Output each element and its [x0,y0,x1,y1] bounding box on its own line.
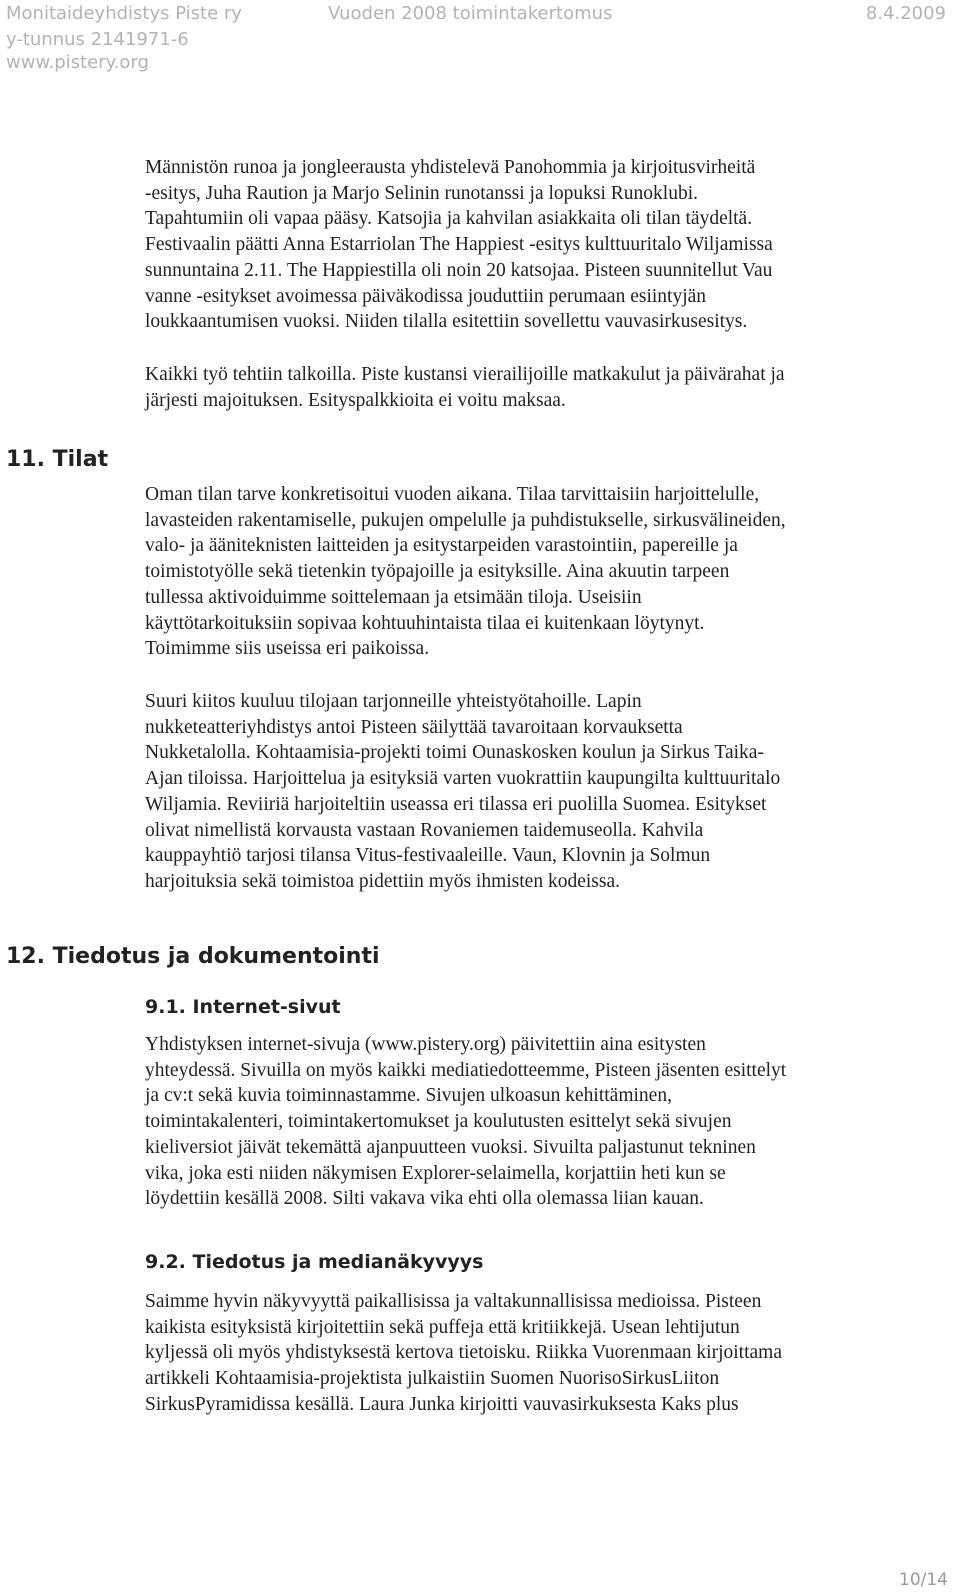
section11-paragraph-1 [145,482,786,662]
section-heading-tiedotus: 12. Tiedotus ja dokumentointi [6,944,380,969]
text-line: olivat nimellistä korvausta vastaan Rovaniemen taidemuseolla. Kahvila [145,819,704,841]
text-line: vanne -esitykset avoimessa päiväkodissa jouduttiin perumaan esiintyjän [145,285,707,307]
page-number: 10/14 [899,1570,948,1590]
text-line: Festivaalin päätti Anna Estarriolan The Happiest -esitys kulttuuritalo Wiljamissa [145,234,773,256]
text-line: Oman tilan tarve konkretisoitui vuoden aikana. Tilaa tarvittaisiin harjoittelulle, [145,484,760,505]
text-line: kyljessä oli myös yhdistyksestä kertova tietoisku. Riikka Vuorenmaan kirjoittama [145,1342,782,1364]
text-line: yhteydessä. Sivuilla on myös kaikki mediatiedotteemme, Pisteen jäsenten esittelyt [145,1059,787,1081]
text-line: löydettiin kesällä 2008. Silti vakava vika ehti olla olemassa liian kauan. [145,1188,704,1210]
subsection-heading-internet-sivut: 9.1. Internet-sivut [145,996,341,1018]
header-date: 8.4.2009 [865,3,946,24]
text-line: toimintakalenteri, toimintakertomukset ja koulutusten esittelyt sekä sivujen [145,1111,732,1133]
text-line: järjesti majoituksen. Esityspalkkioita ei voitu maksaa. [145,389,566,411]
text-line: valo- ja ääniteknisten laitteiden ja esitystarpeiden varastointiin, papereille ja [145,535,738,557]
header-business-id: y-tunnus 2141971-6 [6,29,189,50]
text-line: Ajan tiloissa. Harjoittelua ja esityksiä varten vuokrattiin kaupungilta kulttuuritalo [145,768,781,790]
text-line: kieliversiot jäivät tekemättä ajanpuutteen vuoksi. Sivuilta paljastunut tekninen [145,1136,756,1158]
text-line: kaikista esityksistä kirjoitettiin sekä puffeja että kritiikkejä. Usean lehtijutun [145,1316,740,1338]
text-line: käyttötarkoituksiin sopivaa kohtuuhintaista tilaa ei kuitenkaan löytynyt. [145,612,705,634]
subsection-heading-medianakyvyys: 9.2. Tiedotus ja medianäkyvyys [145,1251,484,1273]
text-line: -esitys, Juha Raution ja Marjo Selinin runotanssi ja lopuksi Runoklubi. [145,182,699,204]
section11-paragraph-2 [145,689,780,895]
subsection-medianakyvyys-paragraph [145,1289,782,1418]
text-line: Yhdistyksen internet-sivuja (www.pistery.org) päivitettiin aina esitysten [145,1034,706,1055]
text-line: Toimimme siis useissa eri paikoissa. [145,638,430,660]
text-line: vika, joka esti niiden näkymisen Explorer-selaimella, korjattiin heti kun se [145,1162,726,1184]
text-line: Suuri kiitos kuuluu tilojaan tarjonneille yhteistyötahoille. Lapin [145,691,642,712]
text-line: sunnuntaina 2.11. The Happiestilla oli noin 20 katsojaa. Pisteen suunnitellut Vau [145,259,773,281]
text-line: ja cv:t sekä kuvia toiminnastamme. Sivujen ulkoasun kehittäminen, [145,1085,672,1107]
text-line: lavasteiden rakentamiselle, pukujen ompelulle ja puhdistukselle, sirkusvälineiden, [145,509,786,531]
intro-paragraph-1 [145,155,773,335]
text-line: SirkusPyramidissa kesällä. Laura Junka kirjoitti vauvasirkuksesta Kaks plus [145,1393,739,1415]
header-website: www.pistery.org [6,52,149,73]
text-line: Saimme hyvin näkyvyyttä paikallisissa ja valtakunnallisissa medioissa. Pisteen [145,1291,762,1312]
text-line: Nukketalolla. Kohtaamisia-projekti toimi Ounaskosken koulun ja Sirkus Taika- [145,742,764,764]
text-line: Kaikki työ tehtiin talkoilla. Piste kustansi vierailijoille matkakulut ja päivärahat ja [145,364,785,385]
header-org-name: Monitaideyhdistys Piste ry [6,3,242,24]
text-line: kauppayhtiö tarjosi tilansa Vitus-festivaaleille. Vaun, Klovnin ja Solmun [145,845,711,867]
text-line: Männistön runoa ja jongleerausta yhdistelevä Panohommia ja kirjoitusvirheitä [145,157,756,178]
text-line: tullessa aktivoiduimme soittelemaan ja etsimään tiloja. Useisiin [145,586,642,608]
text-line: toimistotyölle sekä tietenkin työpajoille ja esityksille. Aina akuutin tarpeen [145,561,730,583]
text-line: artikkeli Kohtaamisia-projektista julkaistiin Suomen NuorisoSirkusLiiton [145,1368,720,1390]
section-heading-tilat: 11. Tilat [6,447,109,472]
text-line: harjoituksia sekä toimistoa pidettiin myös ihmisten kodeissa. [145,870,620,892]
text-line: Wiljamia. Reviiriä harjoiteltiin useassa eri tilassa eri puolilla Suomea. Esitykset [145,793,767,815]
subsection-internet-sivut-paragraph [145,1032,786,1212]
text-line: nukketeatteriyhdistys antoi Pisteen säilyttää tavaroitaan korvauksetta [145,716,683,738]
intro-paragraph-2 [145,362,785,413]
text-line: loukkaantumisen vuoksi. Niiden tilalla esitettiin sovellettu vauvasirkusesitys. [145,311,748,333]
header-doc-title: Vuoden 2008 toimintakertomus [328,3,613,24]
text-line: Tapahtumiin oli vapaa pääsy. Katsojia ja kahvilan asiakkaita oli tilan täydeltä. [145,208,753,230]
